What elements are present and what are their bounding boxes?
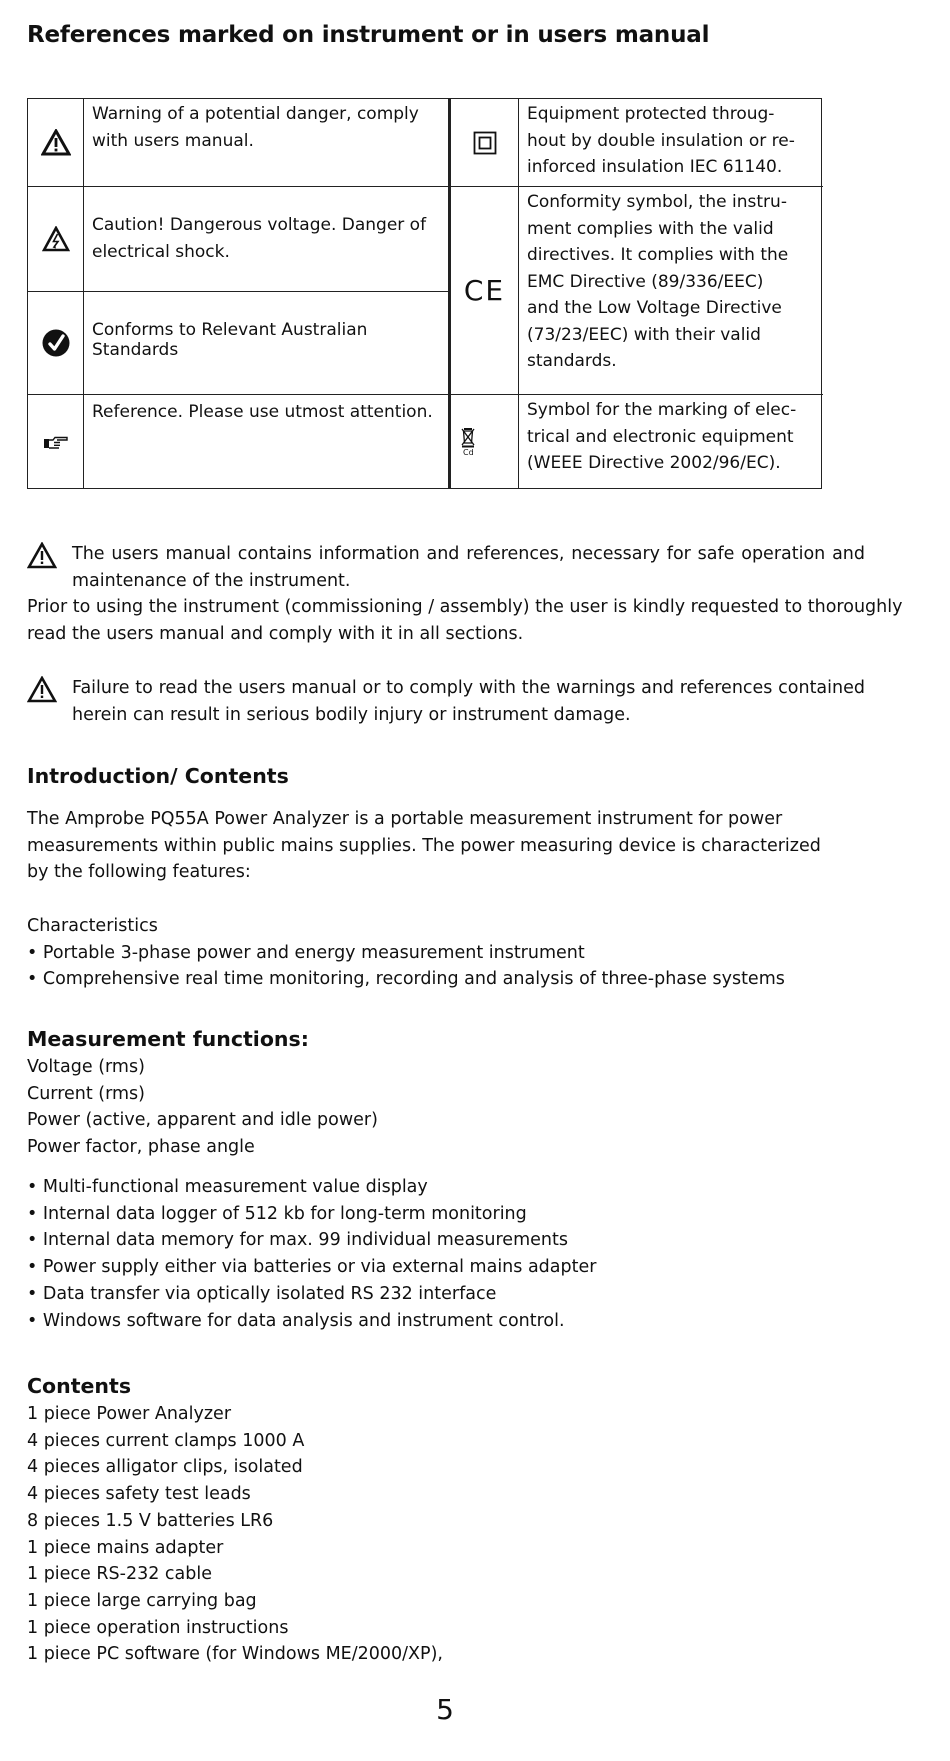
insulation-description: Equipment protected throug- hout by double insulation or re- inforced insulation IEC 61140. xyxy=(527,104,795,177)
double-insulation-icon xyxy=(451,99,518,186)
features-list: • Multi-functional measurement value display • Internal data logger of 512 kb for long-term monitoring • Internal data memory for max. 99 individual measurements • Power supply either via batteries or via external mains adapter • Data transfer via optically isolated RS 232 interface • Windows software for data analysis and instrument control. xyxy=(27,1177,597,1331)
page-number: 5 xyxy=(436,1693,454,1726)
voltage-description: Caution! Dangerous voltage. Danger of electrical shock. xyxy=(92,215,427,262)
measurement-list: Voltage (rms) Current (rms) Power (active, apparent and idle power) Power factor, phase angle xyxy=(27,1057,378,1158)
weee-cd-label: Cd xyxy=(463,447,474,457)
ce-mark-icon: CE xyxy=(463,274,506,307)
high-voltage-icon xyxy=(28,187,83,291)
prior-paragraph: Prior to using the instrument (commissioning / assembly) the user is kindly requested to thoroughly read the users manual and comply with it in all sections. xyxy=(27,597,903,644)
warning-1-line-1: The users manual contains information and references, necessary for safe operation and xyxy=(72,544,865,564)
pointing-hand-icon xyxy=(28,395,83,490)
aus-description: Conforms to Relevant Australian Standards xyxy=(92,320,368,360)
warning-description: Warning of a potential danger, comply with users manual. xyxy=(92,104,419,151)
weee-description: Symbol for the marking of elec- trical and electronic equipment (WEEE Directive 2002/96/EC). xyxy=(527,400,797,473)
contents-heading: Contents xyxy=(27,1374,132,1398)
warning-triangle-icon xyxy=(28,99,83,186)
intro-heading: Introduction/ Contents xyxy=(27,764,289,788)
measurement-heading: Measurement functions: xyxy=(27,1027,309,1051)
warning-1-line-2: maintenance of the instrument. xyxy=(72,570,351,591)
weee-bin-icon xyxy=(451,395,485,490)
warning-2-line-1: Failure to read the users manual or to comply with the warnings and references contained xyxy=(72,678,865,698)
ce-description: Conformity symbol, the instru- ment complies with the valid directives. It complies with the EMC Directive (89/336/EEC) and the Low Voltage Directive (73/23/EEC) with their valid standards. xyxy=(527,192,789,371)
warning-triangle-icon xyxy=(27,542,57,573)
ctick-icon xyxy=(28,292,83,394)
contents-list: 1 piece Power Analyzer 4 pieces current clamps 1000 A 4 pieces alligator clips, isolated 4 pieces safety test leads 8 pieces 1.5 V batteries LR6 1 piece mains adapter 1 piece RS-232 cable 1 piece large carrying bag 1 piece operation instructions 1 piece PC software (for Windows ME/2000/XP), xyxy=(27,1404,443,1665)
intro-paragraph: The Amprobe PQ55A Power Analyzer is a portable measurement instrument for power measurements within public mains supplies. The power measuring device is characterized by the following features: xyxy=(27,809,821,883)
warning-2-line-2: herein can result in serious bodily injury or instrument damage. xyxy=(72,704,631,725)
page-heading: References marked on instrument or in users manual xyxy=(27,22,710,48)
warning-triangle-icon xyxy=(27,676,57,707)
characteristics-list: Characteristics • Portable 3-phase power and energy measurement instrument • Comprehensive real time monitoring, recording and analysis of three-phase systems xyxy=(27,916,785,990)
reference-description: Reference. Please use utmost attention. xyxy=(92,402,433,422)
symbol-table xyxy=(27,98,822,489)
